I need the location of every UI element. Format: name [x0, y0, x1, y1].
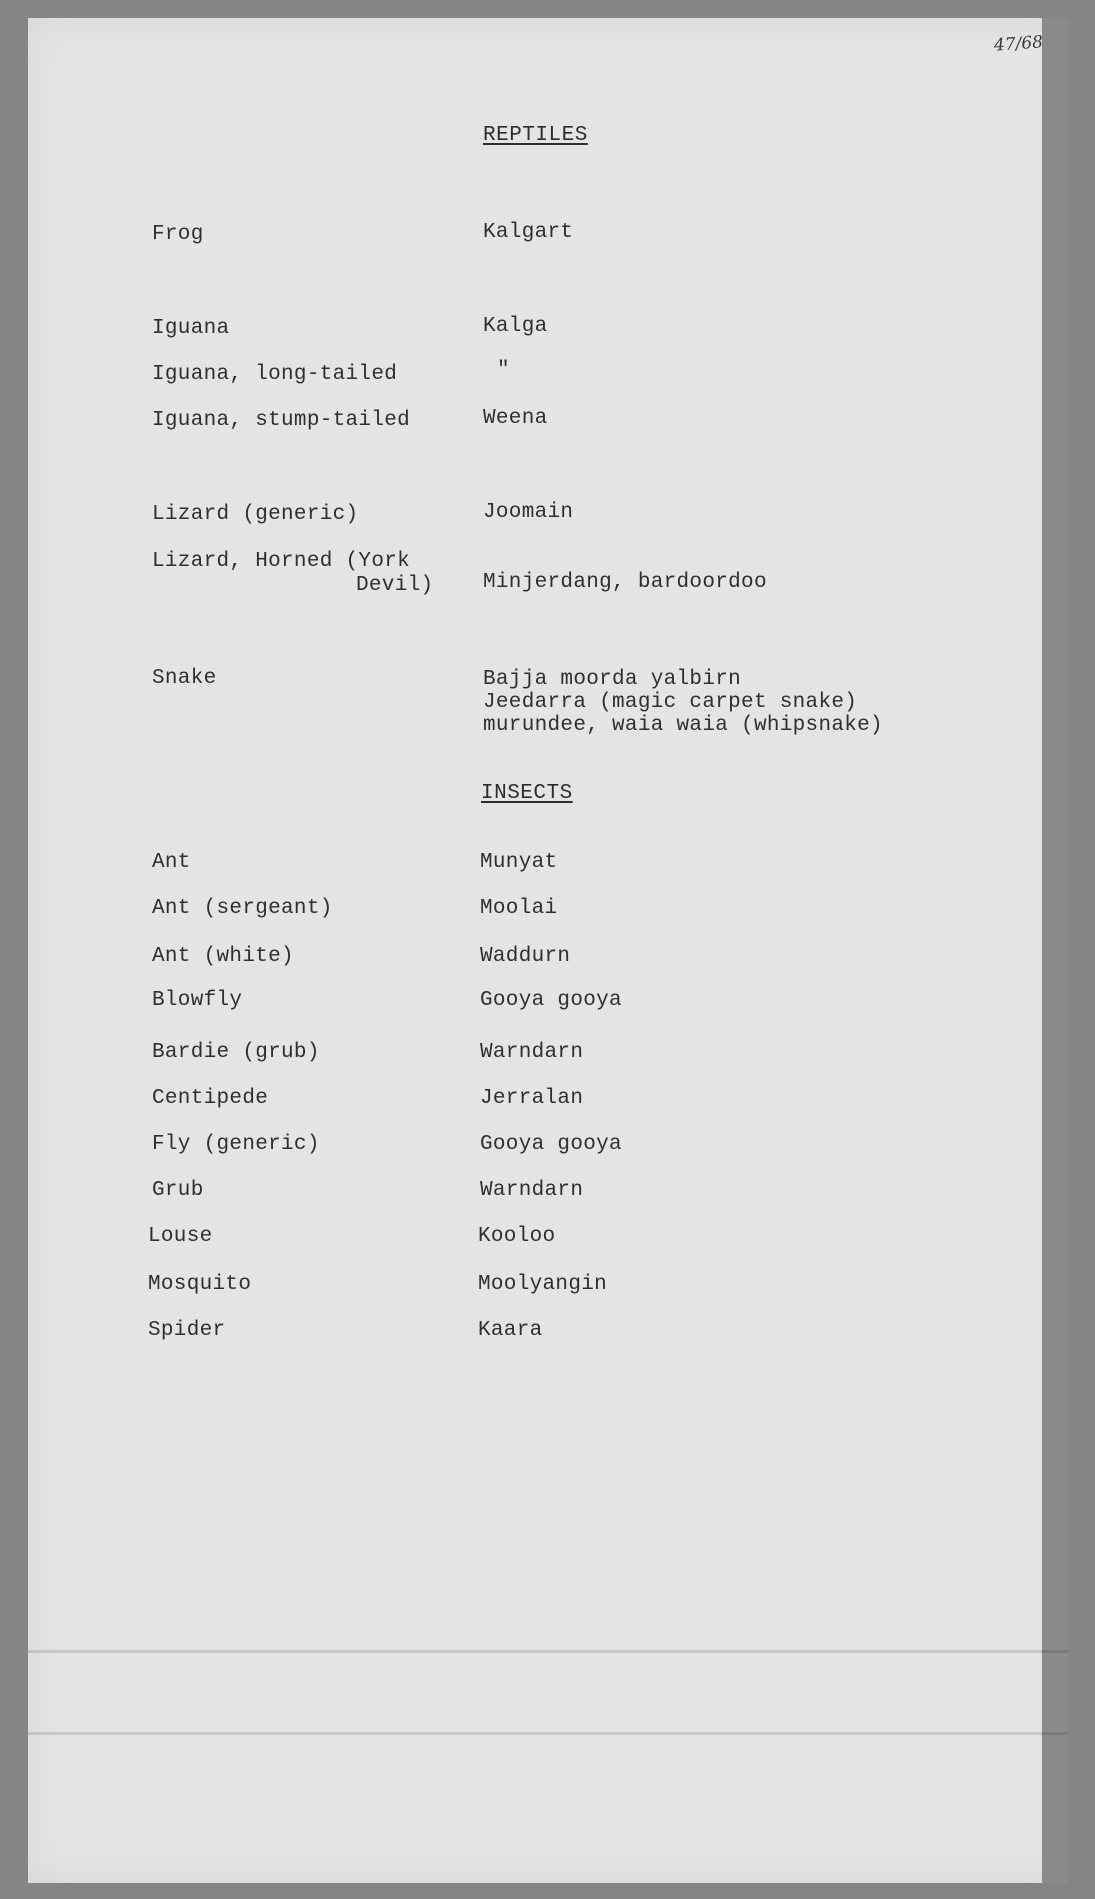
term-bardie-grub: Bardie (grub) [152, 1041, 320, 1064]
gloss-ant-white: Waddurn [480, 945, 571, 968]
gloss-fly-generic: Gooya gooya [480, 1133, 622, 1156]
term-centipede: Centipede [152, 1087, 269, 1110]
term-line: Lizard, Horned (York [152, 550, 411, 573]
gloss-iguana-stump-tailed: Weena [483, 407, 548, 430]
gloss-blowfly: Gooya gooya [480, 989, 622, 1012]
gloss-lizard-horned: Minjerdang, bardoordoo [483, 571, 767, 594]
gloss-snake [483, 668, 883, 737]
term-ant-white: Ant (white) [152, 945, 294, 968]
gloss-lizard-generic: Joomain [483, 501, 574, 524]
term-iguana: Iguana [152, 317, 230, 340]
term-iguana-stump-tailed: Iguana, stump-tailed [152, 409, 411, 432]
term-ant-sergeant: Ant (sergeant) [152, 897, 333, 920]
term-ant: Ant [152, 851, 191, 874]
gloss-centipede: Jerralan [480, 1087, 584, 1110]
term-line: Devil) [356, 574, 434, 597]
term-louse: Louse [148, 1225, 213, 1248]
gloss-line: Jeedarra (magic carpet snake) [483, 691, 858, 714]
gloss-grub: Warndarn [480, 1179, 584, 1202]
gloss-line: murundee, waia waia (whipsnake) [483, 714, 883, 737]
term-mosquito: Mosquito [148, 1273, 252, 1296]
section-heading-insects: INSECTS [481, 782, 573, 805]
gloss-ant: Munyat [480, 851, 558, 874]
term-blowfly: Blowfly [152, 989, 243, 1012]
gloss-spider: Kaara [478, 1319, 543, 1342]
gloss-iguana: Kalga [483, 315, 548, 338]
term-grub: Grub [152, 1179, 204, 1202]
term-frog: Frog [152, 223, 204, 246]
section-heading-reptiles: REPTILES [483, 124, 588, 147]
term-lizard-horned [152, 550, 433, 598]
gloss-louse: Kooloo [478, 1225, 556, 1248]
gloss-frog: Kalgart [483, 221, 574, 244]
page-number: 47/68 [993, 32, 1044, 56]
term-lizard-generic: Lizard (generic) [152, 503, 359, 526]
scan-fold-line [28, 1732, 1068, 1735]
term-fly-generic: Fly (generic) [152, 1133, 320, 1156]
page-edge-shadow [1042, 18, 1068, 1883]
term-snake: Snake [152, 667, 217, 690]
term-iguana-long-tailed: Iguana, long-tailed [152, 363, 398, 386]
gloss-bardie-grub: Warndarn [480, 1041, 584, 1064]
term-spider: Spider [148, 1319, 226, 1342]
scan-fold-line [28, 1650, 1068, 1653]
gloss-mosquito: Moolyangin [478, 1273, 608, 1296]
gloss-ant-sergeant: Moolai [480, 897, 558, 920]
gloss-line: Bajja moorda yalbirn [483, 668, 742, 691]
gloss-iguana-long-tailed: " [497, 359, 510, 382]
